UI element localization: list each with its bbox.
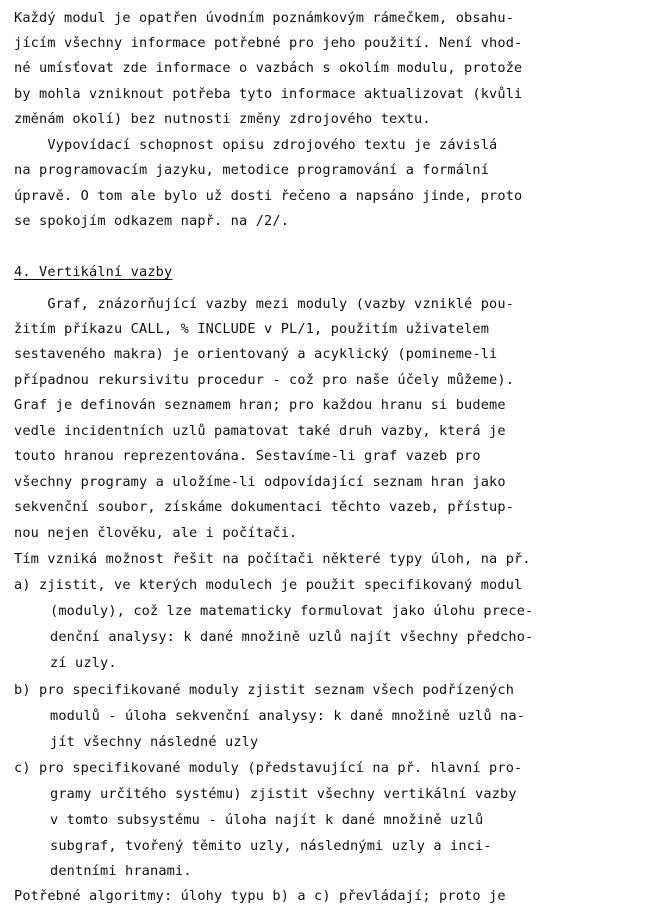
intro-line: Tím vzniká možnost řešit na počítači některé typy úloh, na př. [14,551,531,567]
final-line: Potřebné algoritmy: úlohy typu b) a c) převládají; proto je [14,888,506,904]
paragraph3-line-3: sestaveného makra) je orientovaný a acyklický (pomineme-li [14,346,498,362]
paragraph3-line-9: sekvenční soubor, získáme dokumentaci těchto vazeb, přístup- [14,499,515,515]
item-c-line-2: gramy určitého systému) zjistit všechny vertikální vazby [50,786,517,802]
item-a-line-3: denční analysy: k dané množině uzlů najít všechny předcho- [50,629,534,645]
paragraph3-line-8: všechny programy a uložíme-li odpovídající seznam hran jako [14,474,506,490]
paragraph3-line-7: touto hranou reprezentována. Sestavíme-li graf vazeb pro [14,448,481,464]
paragraph1-line-1: Každý modul je opatřen úvodním poznámkovým rámečkem, obsahu- [14,10,515,26]
item-a-line-4: zí uzly. [50,655,117,671]
paragraph3-line-10: nou nejen člověku, ale i počítači. [14,525,298,541]
paragraph1-line-5: změnám okolí) bez nutnosti změny zdrojového textu. [14,111,431,127]
paragraph3-line-4: případnou rekursivitu procedur - což pro naše účely můžeme). [14,372,515,388]
paragraph1-line-2: jícím všechny informace potřebné pro jeho použití. Není vhod- [14,35,523,51]
item-c-line-3: v tomto subsystému - úloha najít k dané množině uzlů [50,812,484,828]
paragraph3-line-6: vedle incidentních uzlů pamatovat také druh vazby, která je [14,423,506,439]
paragraph3-line-5: Graf je definován seznamem hran; pro každou hranu si budeme [14,397,506,413]
item-c-line-1: c) pro specifikované moduly (představující na př. hlavní pro- [14,760,523,776]
item-a-line-2: (moduly), což lze matematicky formulovat jako úlohu prece- [50,603,534,619]
item-a-line-1: a) zjistit, ve kterých modulech je použit specifikovaný modul [14,577,523,593]
item-c-line-4: subgraf, tvořený těmito uzly, následnými uzly a inci- [50,838,492,854]
paragraph3-line-1: Graf, znázorňující vazby mezi moduly (vazby vzniklé pou- [14,296,515,312]
item-b-line-3: jít všechny následné uzly [50,734,259,750]
paragraph2-line-4: se spokojím odkazem např. na /2/. [14,213,290,229]
item-c-line-5: dentními hranami. [50,863,192,879]
paragraph1-line-4: by mohla vzniknout potřeba tyto informace aktualizovat (kvůli [14,86,523,102]
item-b-line-2: modulů - úloha sekvenční analysy: k dané množině uzlů na- [50,708,526,724]
paragraph3-line-2: žitím příkazu CALL, % INCLUDE v PL/1, použitím uživatelem [14,321,490,337]
paragraph2-line-3: úpravě. O tom ale bylo už dosti řečeno a napsáno jinde, proto [14,188,523,204]
section-heading: 4. Vertikální vazby [14,264,173,280]
paragraph2-line-1: Vypovídací schopnost opisu zdrojového textu je závislá [14,137,498,153]
item-b-line-1: b) pro specifikované moduly zjistit seznam všech podřízených [14,682,515,698]
paragraph1-line-3: né umísťovat zde informace o vazbách s okolím modulu, protože [14,60,523,76]
paragraph2-line-2: na programovacím jazyku, metodice programování a formální [14,162,490,178]
